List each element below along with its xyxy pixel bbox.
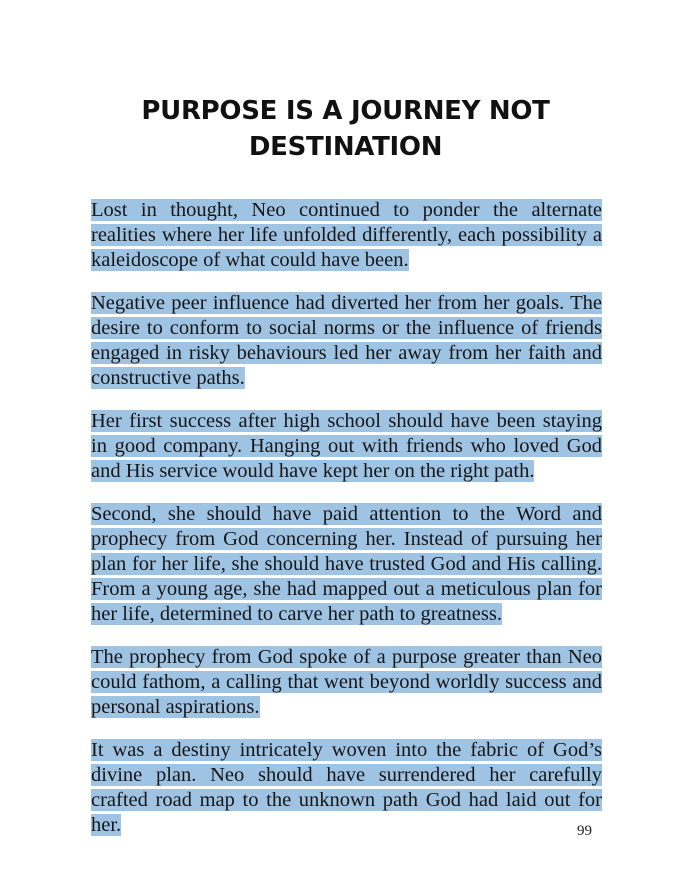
highlighted-text[interactable]: Negative peer influence had diverted her from her goals. The desire to conform to social norms or the influence of friends engaged in risky behaviours led her away from her faith and constructive paths.: [91, 292, 602, 389]
highlighted-text[interactable]: It was a destiny intricately woven into the fabric of God’s divine plan. Neo should have surrendered her carefully crafted road map to the unknown path God had laid out for her.: [91, 739, 602, 836]
chapter-title: [0, 93, 691, 165]
chapter-title-line-1: PURPOSE IS A JOURNEY NOT: [141, 96, 550, 127]
paragraph: [91, 645, 602, 720]
highlighted-text[interactable]: Lost in thought, Neo continued to ponder the alternate realities where her life unfolded differently, each possibility a kaleidoscope of what could have been.: [91, 199, 602, 271]
highlighted-text[interactable]: Her first success after high school should have been staying in good company. Hanging out with friends who loved God and His service would have kept her on the right path.: [91, 410, 602, 482]
highlighted-text[interactable]: Second, she should have paid attention to the Word and prophecy from God concerning her. Instead of pursuing her plan for her life, she should have trusted God and His calling. From a young age, she had mapped out a meticulous plan for her life, determined to carve her path to greatness.: [91, 503, 602, 625]
paragraph: [91, 291, 602, 391]
paragraph: [91, 738, 602, 838]
page-number: 99: [577, 823, 592, 839]
paragraph: [91, 198, 602, 273]
highlighted-text[interactable]: The prophecy from God spoke of a purpose greater than Neo could fathom, a calling that went beyond worldly success and personal aspirations.: [91, 646, 602, 718]
chapter-title-line-2: DESTINATION: [248, 132, 443, 163]
paragraph: [91, 409, 602, 484]
paragraph: [91, 502, 602, 627]
body-text: [91, 198, 602, 856]
